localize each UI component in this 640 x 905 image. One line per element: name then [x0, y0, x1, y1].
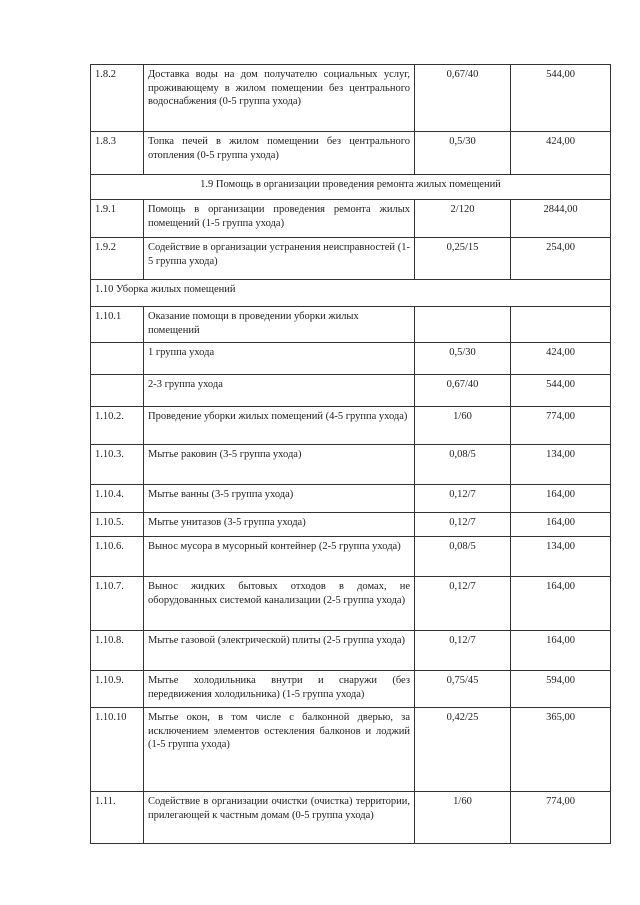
row-price: 2844,00	[511, 200, 611, 238]
row-price: 424,00	[511, 132, 611, 175]
row-price: 424,00	[511, 343, 611, 375]
row-description: Мытье ванны (3-5 группа ухода)	[144, 485, 415, 513]
row-description: Мытье окон, в том числе с балконной дверью, за исключением элементов остекления балконов и лоджий (1-5 группа ухода)	[144, 708, 415, 792]
row-price: 164,00	[511, 513, 611, 537]
row-price: 134,00	[511, 445, 611, 485]
row-time-norm: 0,08/5	[415, 537, 511, 577]
table-row	[91, 631, 611, 671]
row-number: 1.10.10	[91, 708, 144, 792]
row-number: 1.10.7.	[91, 577, 144, 631]
row-description: Мытье раковин (3-5 группа ухода)	[144, 445, 415, 485]
section-title: 1.9 Помощь в организации проведения ремонта жилых помещений	[91, 175, 611, 200]
row-description: 2-3 группа ухода	[144, 375, 415, 407]
row-description: Мытье газовой (электрической) плиты (2-5 группа ухода)	[144, 631, 415, 671]
table-row	[91, 200, 611, 238]
section-row	[91, 280, 611, 307]
row-number: 1.10.1	[91, 307, 144, 343]
row-time-norm: 0,75/45	[415, 671, 511, 708]
table-row	[91, 577, 611, 631]
row-number: 1.10.8.	[91, 631, 144, 671]
row-number: 1.10.9.	[91, 671, 144, 708]
table-row	[91, 65, 611, 132]
row-number	[91, 343, 144, 375]
row-time-norm: 0,42/25	[415, 708, 511, 792]
row-time-norm: 0,67/40	[415, 375, 511, 407]
row-description: Доставка воды на дом получателю социальных услуг, проживающему в жилом помещении без центрального водоснабжения (0-5 группа ухода)	[144, 65, 415, 132]
row-time-norm: 0,25/15	[415, 238, 511, 280]
row-number: 1.10.4.	[91, 485, 144, 513]
row-time-norm: 0,12/7	[415, 513, 511, 537]
table-row	[91, 671, 611, 708]
row-description: Помощь в организации проведения ремонта жилых помещений (1-5 группа ухода)	[144, 200, 415, 238]
row-time-norm: 0,67/40	[415, 65, 511, 132]
row-time-norm: 1/60	[415, 407, 511, 445]
row-number: 1.9.2	[91, 238, 144, 280]
row-price: 774,00	[511, 407, 611, 445]
row-number: 1.10.6.	[91, 537, 144, 577]
row-number: 1.10.3.	[91, 445, 144, 485]
table-row	[91, 375, 611, 407]
row-number: 1.11.	[91, 792, 144, 844]
row-time-norm: 0,08/5	[415, 445, 511, 485]
table-row	[91, 407, 611, 445]
row-price: 164,00	[511, 485, 611, 513]
table-row	[91, 708, 611, 792]
row-price: 544,00	[511, 375, 611, 407]
row-number: 1.10.5.	[91, 513, 144, 537]
services-table	[90, 64, 611, 844]
row-price: 594,00	[511, 671, 611, 708]
row-price: 774,00	[511, 792, 611, 844]
row-time-norm	[415, 307, 511, 343]
table-row	[91, 485, 611, 513]
row-number	[91, 375, 144, 407]
row-price	[511, 307, 611, 343]
row-price: 164,00	[511, 631, 611, 671]
row-number: 1.8.2	[91, 65, 144, 132]
row-price: 164,00	[511, 577, 611, 631]
row-time-norm: 0,5/30	[415, 343, 511, 375]
table-row	[91, 513, 611, 537]
row-time-norm: 0,5/30	[415, 132, 511, 175]
row-description: Вынос жидких бытовых отходов в домах, не оборудованных системой канализации (2-5 группа ухода)	[144, 577, 415, 631]
row-number: 1.10.2.	[91, 407, 144, 445]
row-time-norm: 0,12/7	[415, 485, 511, 513]
table-row	[91, 238, 611, 280]
row-description: Топка печей в жилом помещении без центрального отопления (0-5 группа ухода)	[144, 132, 415, 175]
row-number: 1.9.1	[91, 200, 144, 238]
table-row	[91, 537, 611, 577]
section-title: 1.10 Уборка жилых помещений	[91, 280, 611, 307]
row-time-norm: 1/60	[415, 792, 511, 844]
row-price: 134,00	[511, 537, 611, 577]
row-description: Содействие в организации устранения неисправностей (1-5 группа ухода)	[144, 238, 415, 280]
table-row	[91, 343, 611, 375]
section-row	[91, 175, 611, 200]
row-description: Мытье унитазов (3-5 группа ухода)	[144, 513, 415, 537]
row-time-norm: 2/120	[415, 200, 511, 238]
row-description: Оказание помощи в проведении уборки жилых помещений	[144, 307, 415, 343]
row-description: 1 группа ухода	[144, 343, 415, 375]
row-price: 365,00	[511, 708, 611, 792]
row-time-norm: 0,12/7	[415, 631, 511, 671]
row-time-norm: 0,12/7	[415, 577, 511, 631]
table-row	[91, 445, 611, 485]
row-description: Проведение уборки жилых помещений (4-5 группа ухода)	[144, 407, 415, 445]
row-price: 544,00	[511, 65, 611, 132]
row-price: 254,00	[511, 238, 611, 280]
row-number: 1.8.3	[91, 132, 144, 175]
row-description: Содействие в организации очистки (очистка) территории, прилегающей к частным домам (0-5 группа ухода)	[144, 792, 415, 844]
row-description: Вынос мусора в мусорный контейнер (2-5 группа ухода)	[144, 537, 415, 577]
table-row	[91, 792, 611, 844]
row-description: Мытье холодильника внутри и снаружи (без передвижения холодильника) (1-5 группа ухода)	[144, 671, 415, 708]
table-row	[91, 307, 611, 343]
table-row	[91, 132, 611, 175]
